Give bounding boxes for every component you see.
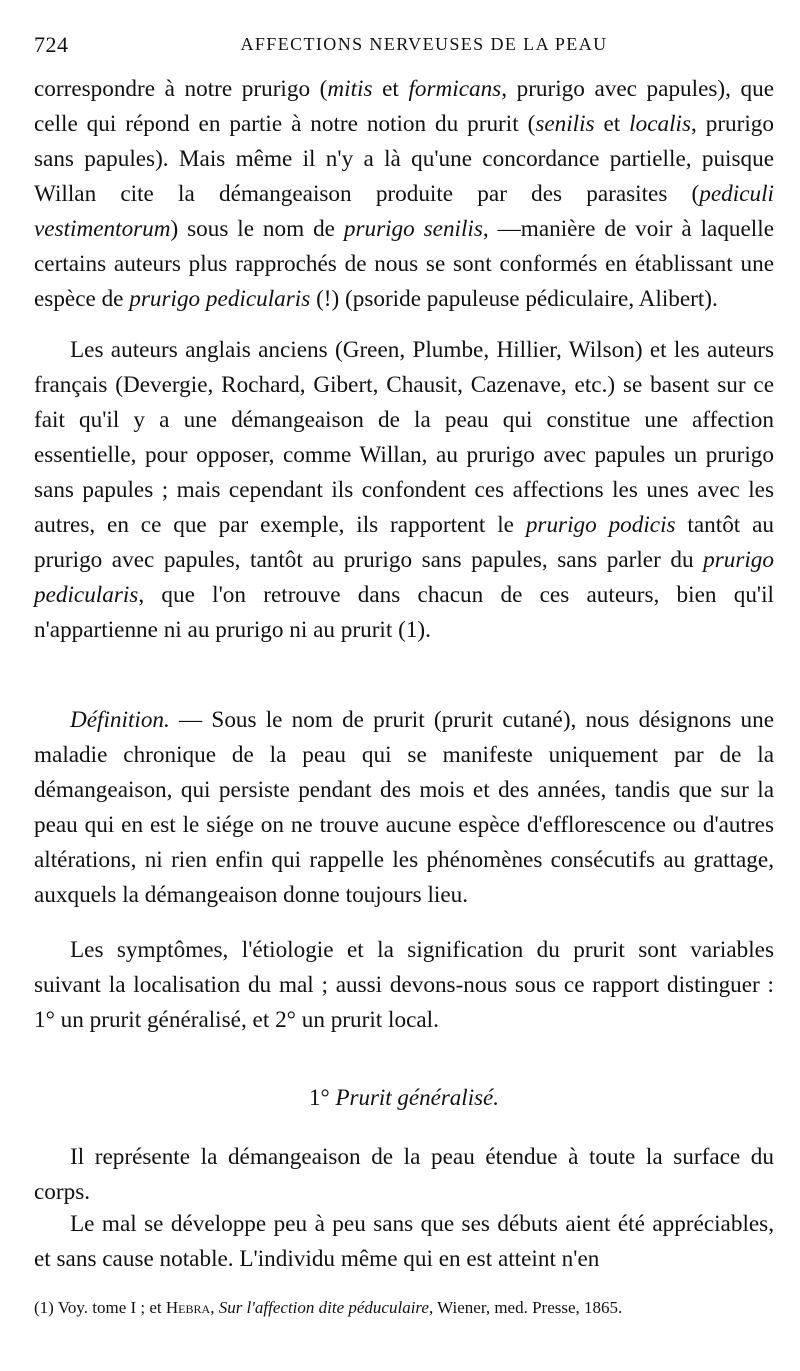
footnotes xyxy=(34,1296,774,1320)
definition-label: Définition. xyxy=(70,707,170,733)
paragraph-development: Le mal se développe peu à peu sans que ses débuts aient été appréciables, et sans cause notable. L'individu même qui en est atteint n'en xyxy=(34,1211,774,1272)
section-heading: 1° Prurit généralisé. xyxy=(309,1085,499,1110)
paragraph-english-french-authors: Les auteurs anglais anciens (Green, Plumbe, Hillier, Wilson) et les auteurs français (Devergie, Rochard, Gibert, Chausit, Cazenave, etc.) se basent sur ce fait qu'il y a une démangeaison de la peau qui constitue une affection essentielle, pour opposer, comme Willan, au prurigo avec papules un prurigo sans papules ; mais cependant ils confondent ces affections les unes avec les autres, en ce que par exemple, ils rapportent le prurigo podicis tantôt au prurigo avec papules, tantôt au prurigo sans papules, sans parler du prurigo pedicularis, que l'on retrouve dans chacun de ces auteurs, bien qu'il n'appartienne ni au prurigo ni au prurit (1). xyxy=(34,337,774,643)
paragraph-definition: Définition. — Sous le nom de prurit (prurit cutané), nous désignons une maladie chronique de la peau qui se manifeste uniquement par de la démangeaison, qui persiste pendant des mois et des années, tandis que sur la peau qui en est le siége on ne trouve aucune espèce d'efflorescence ou d'autres altérations, ni rien enfin qui rappelle les phénomènes consécutifs au grattage, auxquels la démangeaison donne toujours lieu. xyxy=(34,707,774,908)
paragraph-general-pruritus: Il représente la démangeaison de la peau étendue à toute la surface du corps. xyxy=(34,1144,774,1205)
running-head: AFFECTIONS NERVEUSES DE LA PEAU xyxy=(240,34,608,54)
page-header xyxy=(34,32,774,62)
footnote-1: (1) Voy. tome I ; et Hebra, Sur l'affection dite péduculaire, Wiener, med. Presse, 1865. xyxy=(34,1298,623,1317)
paragraph-continued: correspondre à notre prurigo (mitis et formicans, prurigo avec papules), que celle qui répond en partie à notre notion du prurit (senilis et localis, prurigo sans papules). Mais même il n'y a là qu'une concordance partielle, puisque Willan cite la démangeaison produite par des parasites (pediculi vestimentorum) sous le nom de prurigo senilis, —manière de voir à laquelle certains auteurs plus rapprochés de nous se sont conformés en établissant une espèce de prurigo pedicularis (!) (psoride papuleuse pédiculaire, Alibert). xyxy=(34,76,774,312)
paragraph-symptoms: Les symptômes, l'étiologie et la signification du prurit sont variables suivant la localisation du mal ; aussi devons-nous sous ce rapport distinguer : 1° un prurit généralisé, et 2° un prurit local. xyxy=(34,937,774,1033)
page-number: 724 xyxy=(34,32,69,57)
book-page xyxy=(34,0,774,1371)
